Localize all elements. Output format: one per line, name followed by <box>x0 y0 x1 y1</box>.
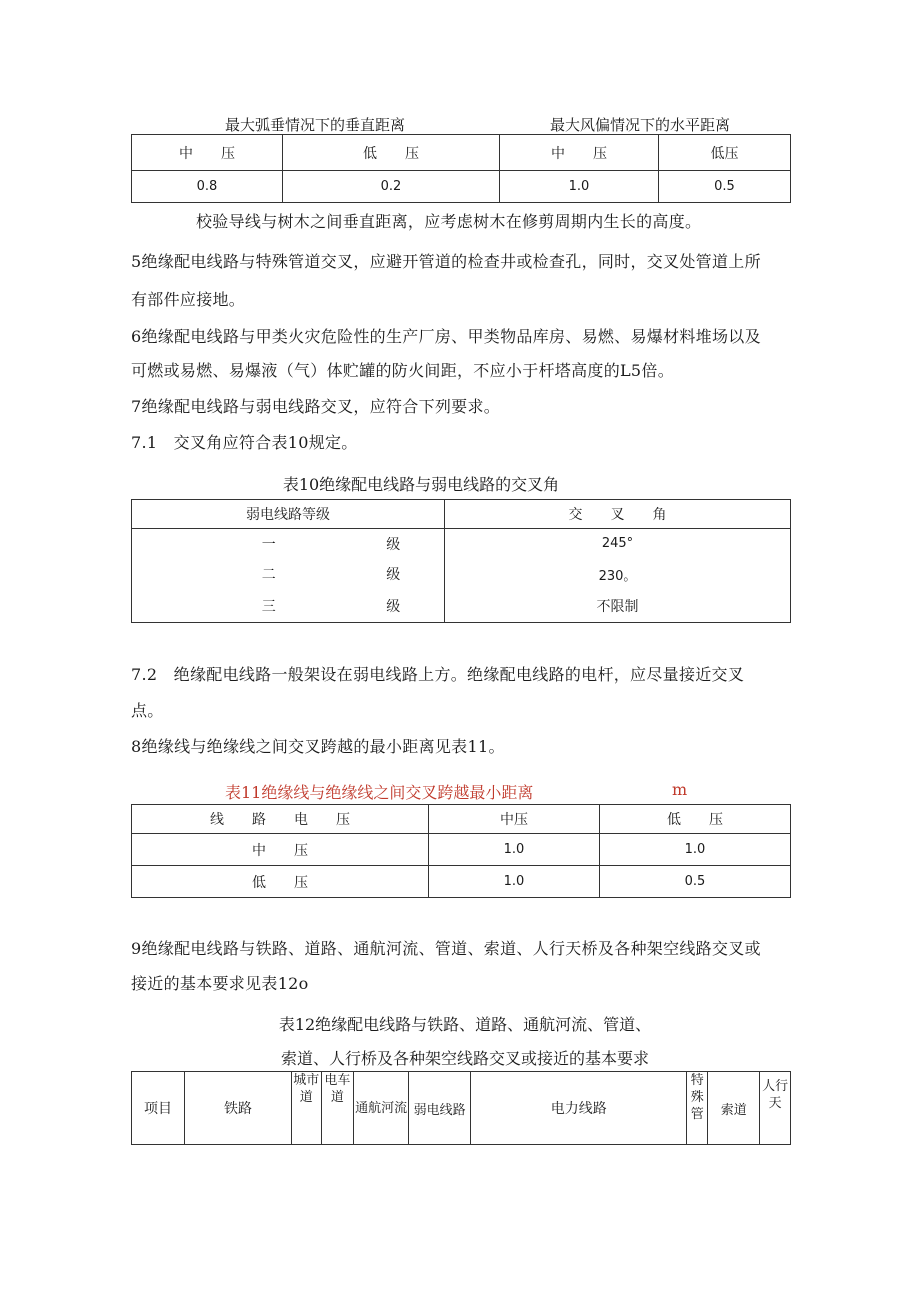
table10-header-angle: 交 叉 角 <box>445 500 791 529</box>
table11-row-label: 低 压 <box>132 866 429 898</box>
table10-header-grade: 弱电线路等级 <box>132 500 445 529</box>
paragraph-8: 8绝缘线与绝缘线之间交叉跨越的最小距离见表11。 <box>131 737 505 756</box>
table9-value-4: 0.5 <box>659 171 791 203</box>
table11-row-low: 0.5 <box>600 866 791 898</box>
table9-caption-right: 最大风偏情况下的水平距离 <box>549 116 730 134</box>
table12-title-line2: 索道、人行桥及各种架空线路交叉或接近的基本要求 <box>280 1049 649 1068</box>
table12-header-river: 通航河流 <box>354 1072 409 1145</box>
table11-header-voltage: 线 路 电 压 <box>132 805 429 834</box>
paragraph-7-2-line2: 点。 <box>131 701 164 720</box>
paragraph-9-line1: 9绝缘配电线路与铁路、道路、通航河流、管道、索道、人行天桥及各种架空线路交叉或 <box>131 939 761 958</box>
table10-grade-unit: 级 <box>386 598 401 615</box>
table10-grade-label: 三 <box>261 598 276 615</box>
table12-header-ropeway: 索道 <box>708 1072 760 1145</box>
table12-header-power-line: 电力线路 <box>471 1072 687 1145</box>
paragraph-7-2-line1: 7.2 绝缘配电线路一般架设在弱电线路上方。绝缘配电线路的电杆，应尽量接近交叉 <box>131 665 745 684</box>
table10-row-grade <box>132 559 445 590</box>
table9-value-1: 0.8 <box>132 171 283 203</box>
table12 <box>131 1071 791 1145</box>
table9-header-low-1: 低 压 <box>283 135 500 171</box>
table11-header-low: 低 压 <box>600 805 791 834</box>
paragraph-5-line1: 5绝缘配电线路与特殊管道交叉，应避开管道的检查井或检查孔，同时，交叉处管道上所 <box>131 252 761 271</box>
table9-value-3: 1.0 <box>500 171 659 203</box>
table12-header-weak-line: 弱电线路 <box>409 1072 471 1145</box>
table9-caption-left: 最大弧垂情况下的垂直距离 <box>224 116 405 134</box>
table12-title-line1: 表12绝缘配电线路与铁路、道路、通航河流、管道、 <box>278 1015 652 1034</box>
table12-header-footbridge: 人行天 <box>760 1072 791 1145</box>
table11 <box>131 804 791 898</box>
table10 <box>131 499 791 623</box>
table11-row-mid: 1.0 <box>429 866 600 898</box>
table10-row-grade <box>132 529 445 559</box>
table9-header-mid-2: 中 压 <box>500 135 659 171</box>
paragraph-7-1: 7.1 交叉角应符合表10规定。 <box>131 433 358 452</box>
table12-header-tram: 电车道 <box>321 1072 354 1145</box>
table10-grade-unit: 级 <box>386 536 401 553</box>
table12-header-railway: 铁路 <box>185 1072 292 1145</box>
paragraph-7: 7绝缘配电线路与弱电线路交叉，应符合下列要求。 <box>131 397 501 416</box>
table10-row-grade <box>132 590 445 623</box>
table11-row-label: 中 压 <box>132 834 429 866</box>
table12-header-city-road: 城市道 <box>291 1072 321 1145</box>
table11-row-mid: 1.0 <box>429 834 600 866</box>
table9 <box>131 134 791 203</box>
paragraph-5-line2: 有部件应接地。 <box>131 290 246 309</box>
table10-row-angle: 245° <box>445 529 791 559</box>
paragraph-9-line2: 接近的基本要求见表12o <box>131 974 309 993</box>
table11-row-low: 1.0 <box>600 834 791 866</box>
paragraph-check: 校验导线与树木之间垂直距离，应考虑树木在修剪周期内生长的高度。 <box>196 212 702 231</box>
table10-grade-label: 二 <box>261 567 276 583</box>
table10-title: 表10绝缘配电线路与弱电线路的交叉角 <box>282 475 560 494</box>
table10-grade-unit: 级 <box>386 567 401 583</box>
table12-header-special-pipe: 特殊管 <box>687 1072 708 1145</box>
table9-header-low-2: 低压 <box>659 135 791 171</box>
table9-value-2: 0.2 <box>283 171 500 203</box>
table11-header-mid: 中压 <box>429 805 600 834</box>
table11-title: 表11绝缘线与绝缘线之间交叉跨越最小距离 <box>225 783 534 802</box>
table10-grade-label: 一 <box>261 536 276 553</box>
table10-row-angle: 230。 <box>445 559 791 590</box>
paragraph-6-line2: 可燃或易燃、易爆液（气）体贮罐的防火间距，不应小于杆塔高度的L5倍。 <box>131 361 675 380</box>
paragraph-6-line1: 6绝缘配电线路与甲类火灾危险性的生产厂房、甲类物品库房、易燃、易爆材料堆场以及 <box>131 327 761 346</box>
table12-header-item: 项目 <box>132 1072 185 1145</box>
table10-row-angle: 不限制 <box>445 590 791 623</box>
table9-header-mid-1: 中 压 <box>132 135 283 171</box>
table11-unit: m <box>672 780 688 799</box>
